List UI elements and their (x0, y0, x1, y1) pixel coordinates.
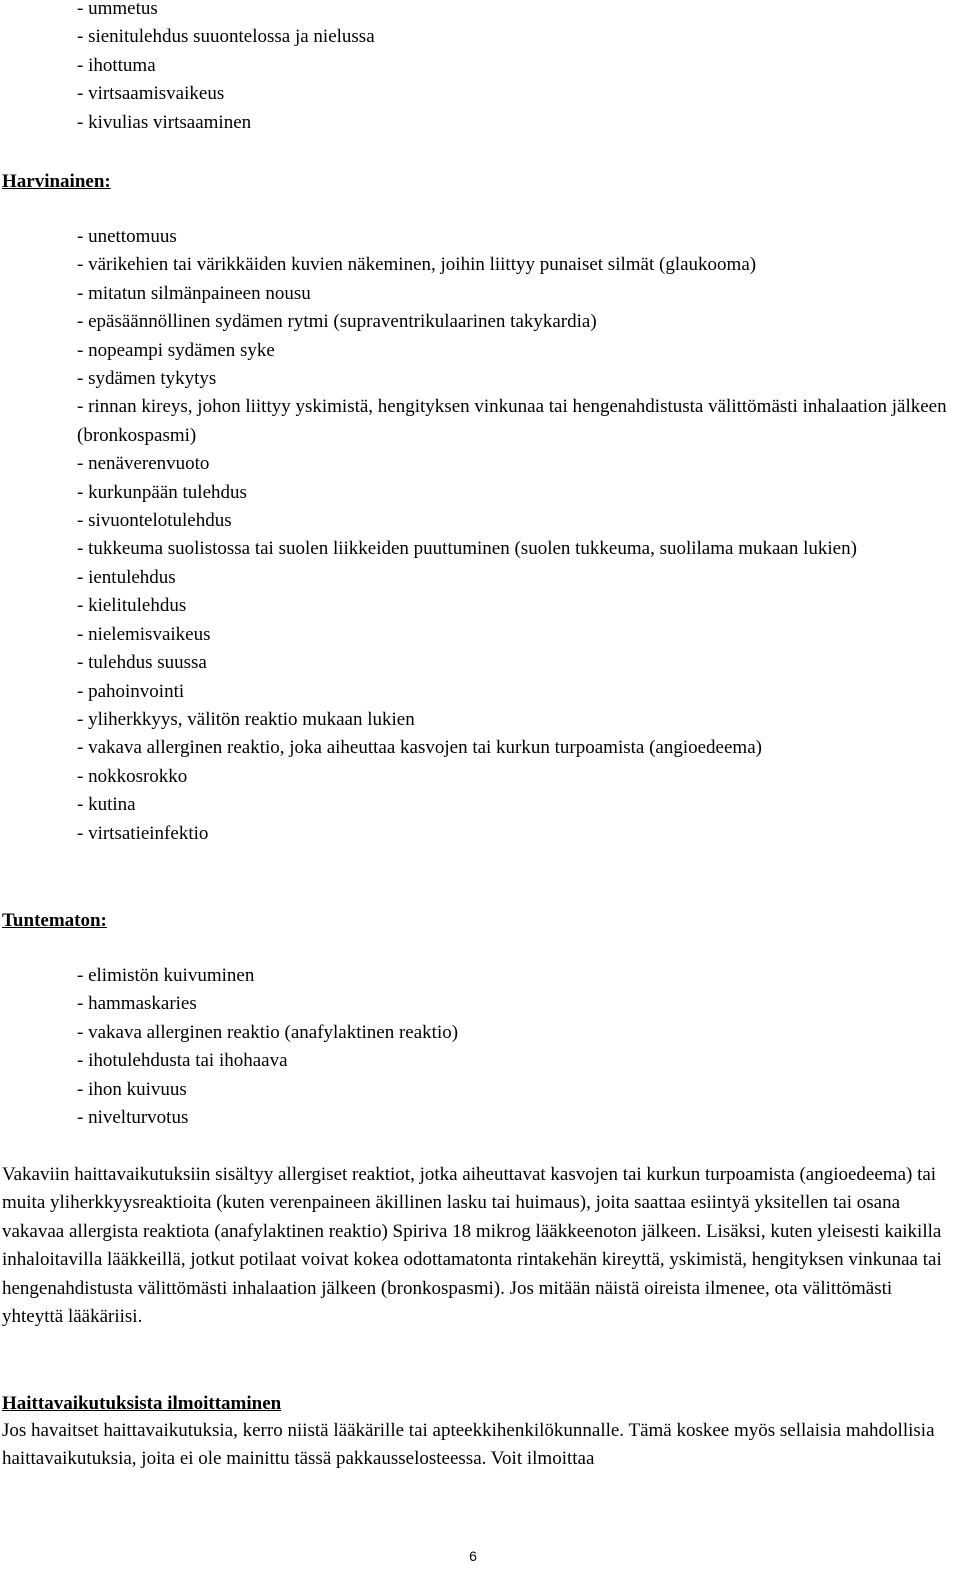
list-item: - nenäverenvuoto (77, 453, 210, 475)
list-item: - nivelturvotus (77, 1107, 189, 1129)
list-item: - mitatun silmänpaineen nousu (77, 282, 311, 304)
page-number: 6 (469, 1548, 477, 1564)
list-item: - vakava allerginen reaktio, joka aiheuttaa kasvojen tai kurkun turpoamista (angioedeema) (77, 737, 762, 759)
list-item: - sydämen tykytys (77, 368, 217, 390)
list-item: - hammaskaries (77, 993, 197, 1015)
list-item: - nokkosrokko (77, 765, 188, 787)
list-item: - kurkunpään tulehdus (77, 481, 247, 503)
list-item: - sienitulehdus suuontelossa ja nielussa (77, 26, 375, 48)
list-item: - ihon kuivuus (77, 1078, 187, 1100)
list-item: - ihotulehdusta tai ihohaava (77, 1050, 288, 1072)
list-item: - rinnan kireys, johon liittyy yskimistä, hengityksen vinkunaa tai hengenahdistusta välittömästi inhalaation jälkeen (bronkospasmi) (77, 396, 947, 446)
list-item: - kivulias virtsaaminen (77, 111, 252, 133)
unknown-side-effects-list (77, 962, 950, 1132)
list-item: - virtsatieinfektio (77, 822, 209, 844)
reporting-heading: Haittavaikutuksista ilmoittaminen (2, 1393, 282, 1414)
list-item: - kutina (77, 794, 136, 816)
list-item: - ientulehdus (77, 566, 176, 588)
list-item: - tulehdus suussa (77, 652, 207, 674)
rare-heading: Harvinainen: (2, 171, 111, 192)
list-item: - värikehien tai värikkäiden kuvien näkeminen, joihin liittyy punaiset silmät (glaukooma) (77, 254, 757, 276)
list-item: - ummetus (77, 0, 158, 19)
list-item: - ihottuma (77, 54, 156, 76)
list-item: - nielemisvaikeus (77, 623, 211, 645)
unknown-heading: Tuntematon: (2, 910, 107, 931)
side-effects-list-continued (77, 0, 950, 137)
list-item: - nopeampi sydämen syke (77, 339, 275, 361)
list-item: - elimistön kuivuminen (77, 965, 255, 986)
list-item: - yliherkkyys, välitön reaktio mukaan lukien (77, 708, 415, 730)
list-item: - virtsaamisvaikeus (77, 83, 225, 105)
serious-side-effects-paragraph: Vakaviin haittavaikutuksiin sisältyy allergiset reaktiot, jotka aiheuttavat kasvojen tai kurkun turpoamista (angioedeema) tai muita yliherkkyysreaktioita (kuten verenpaineen äkillinen lasku tai huimaus), joita saattaa esiintyä yksitellen tai osana vakavaa allergista reaktiota (anafylaktinen reaktio) Spiriva 18 mikrog lääkkeenoton jälkeen. Lisäksi, kuten yleisesti kaikilla inhaloitavilla lääkkeillä, jotkut potilaat voivat kokea odottamatonta rintakehän kireyttä, yskimistä, hengityksen vinkunaa tai hengenahdistusta välittömästi inhalaation jälkeen (bronkospasmi). Jos mitään näistä oireista ilmenee, ota välittömästi yhteyttä lääkäriisi. (2, 1164, 942, 1328)
list-item: - unettomuus (77, 226, 177, 247)
list-item: - sivuontelotulehdus (77, 510, 232, 532)
list-item: - epäsäännöllinen sydämen rytmi (supraventrikulaarinen takykardia) (77, 311, 597, 333)
list-item: - vakava allerginen reaktio (anafylaktinen reaktio) (77, 1021, 459, 1043)
rare-side-effects-list (77, 223, 950, 848)
list-item: - kielitulehdus (77, 595, 187, 617)
reporting-paragraph: Jos havaitset haittavaikutuksia, kerro niistä lääkärille tai apteekkihenkilökunnalle. Tämä koskee myös sellaisia mahdollisia haittavaikutuksia, joita ei ole mainittu tässä pakkausselosteessa. Voit ilmoittaa (2, 1420, 935, 1470)
list-item: - pahoinvointi (77, 680, 185, 702)
list-item: - tukkeuma suolistossa tai suolen liikkeiden puuttuminen (suolen tukkeuma, suolilama mukaan lukien) (77, 538, 857, 560)
